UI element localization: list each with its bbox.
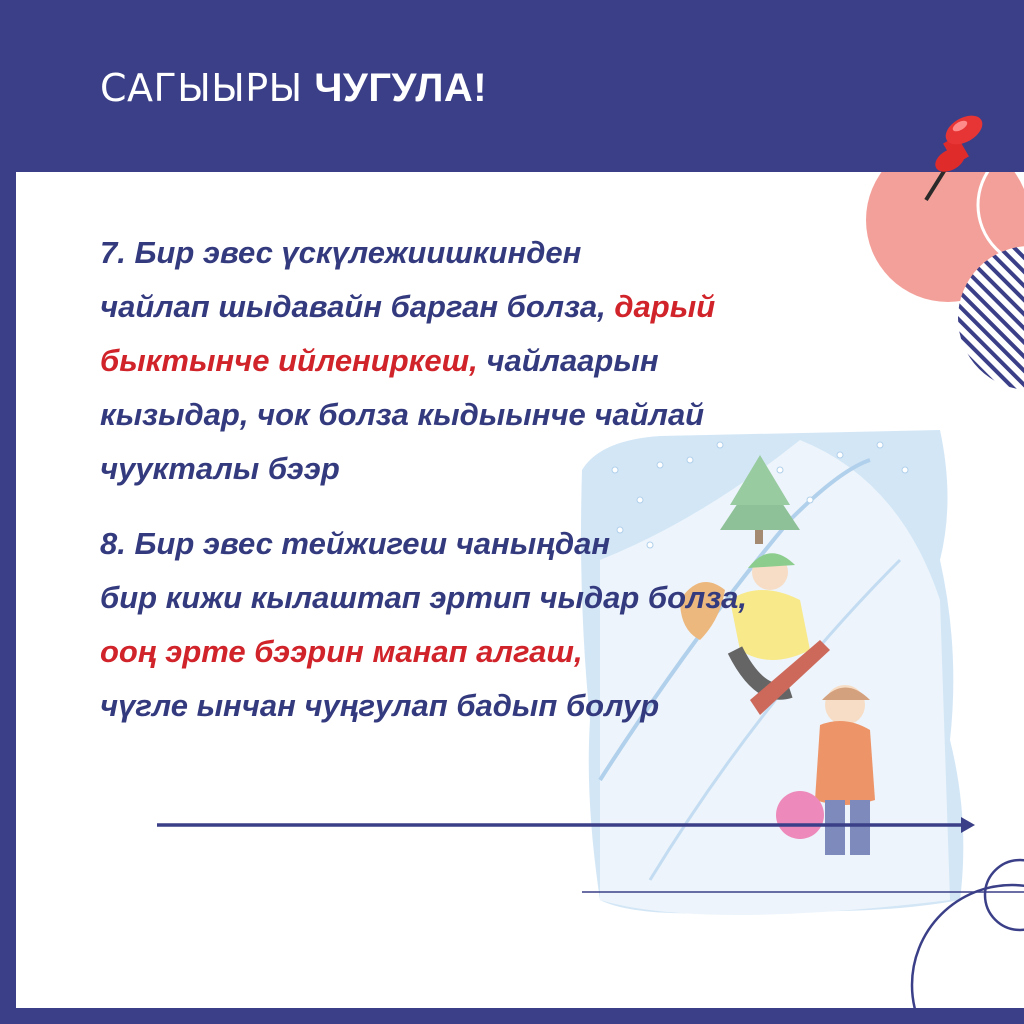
- tip-line: [100, 280, 715, 334]
- outline-circle-bottom-1: [985, 860, 1024, 930]
- text-segment: 7. Бир эвес үскүлежиишкинден: [100, 235, 582, 270]
- tip-line: [100, 517, 747, 571]
- tip-line: [100, 388, 715, 442]
- tip-line: [100, 334, 715, 388]
- text-segment: ооң эрте бээрин манап алгаш,: [100, 634, 583, 669]
- title-light: САГЫЫРЫ: [100, 66, 303, 110]
- text-segment: 8. Бир эвес тейжигеш чаныңдан: [100, 526, 611, 561]
- text-segment: чуукталы бээр: [100, 451, 340, 486]
- text-segment: чайлап шыдавайн барган болза,: [100, 289, 615, 324]
- outline-circle-bottom-2: [912, 885, 1024, 1024]
- tip-line: [100, 571, 747, 625]
- text-segment: бир кижи кылаштап эртип чыдар болза,: [100, 580, 748, 615]
- tip-line: [100, 679, 747, 733]
- text-segment: чүгле ынчан чуңгулап бадып болур: [100, 688, 660, 723]
- text-segment: кызыдар, чок болза кыдыынче чайлай: [100, 397, 705, 432]
- title-bold: ЧУГУЛА!: [314, 66, 488, 110]
- text-segment: чайлаарын: [477, 343, 659, 378]
- tip-line: [100, 442, 715, 496]
- text-segment: быктынче ийлениpкеш,: [100, 343, 478, 378]
- text-segment: дарый: [614, 289, 716, 324]
- tip-line: [100, 226, 715, 280]
- tip-8: [100, 517, 747, 733]
- tip-line: [100, 625, 747, 679]
- tip-7: [100, 226, 715, 496]
